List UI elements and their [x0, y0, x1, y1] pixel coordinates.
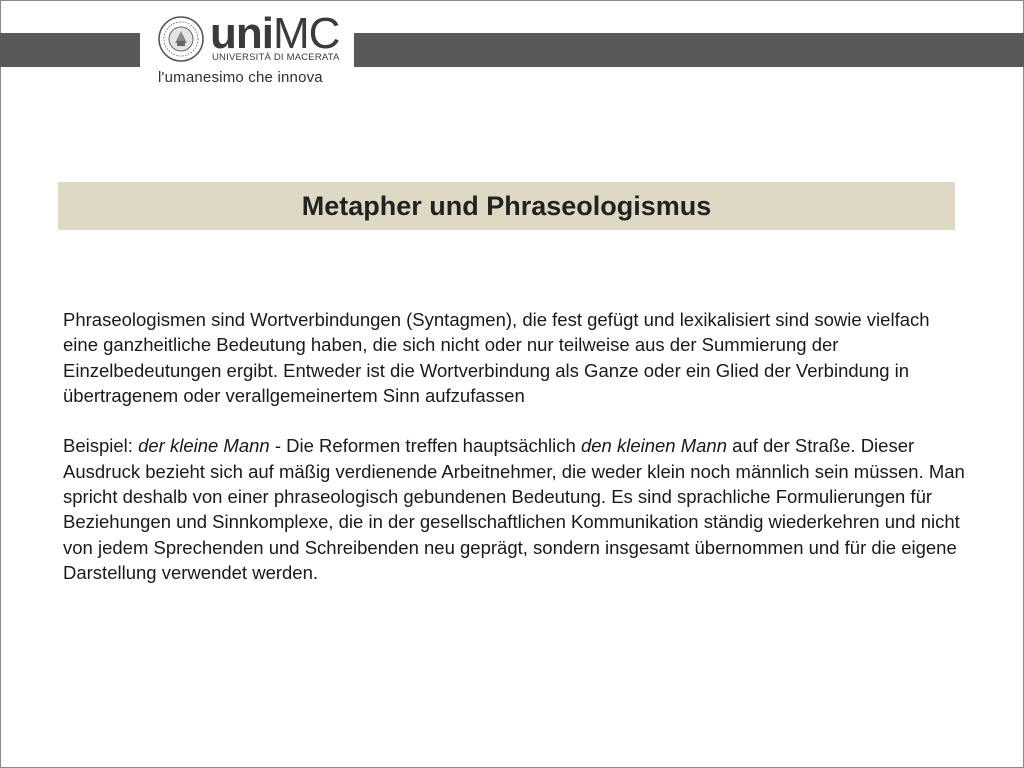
- example-label: Beispiel:: [63, 435, 139, 457]
- slide-body: [63, 307, 968, 585]
- example-paragraph: [63, 433, 968, 585]
- logo-tagline: l'umanesimo che innova: [158, 69, 323, 86]
- example-sentence-start: - Die Reformen treffen hauptsächlich: [269, 435, 581, 457]
- definition-paragraph: Phraseologismen sind Wortverbindungen (Syntagmen), die fest gefügt und lexikalisiert sind sowie vielfach eine ganzheitliche Bedeutung haben, die sich nicht oder nur teilweise aus der Summierung der Einzelbedeutungen ergibt. Entweder ist die Wortverbindung als Ganze oder ein Glied der Verbindung in übertragenem oder verallgemeinertem Sinn aufzufassen: [63, 309, 930, 406]
- header-bar-left: [0, 33, 140, 67]
- example-term-in-sentence: den kleinen Mann: [580, 435, 728, 457]
- university-logo: [150, 9, 350, 90]
- title-band: [58, 182, 955, 230]
- logo-wordmark-light: MC: [272, 9, 340, 58]
- university-seal-icon: [158, 16, 204, 62]
- slide-title: Metapher und Phraseologismus: [301, 190, 712, 221]
- example-term: der kleine Mann: [138, 435, 270, 457]
- example-sentence-rest: auf der Straße. Dieser Ausdruck bezieht sich auf mäßig verdienende Arbeitnehmer, die weder klein noch männlich sein müssen. Man spricht deshalb von einer phraseologisch gebundenen Bedeutung. Es sind sprachliche Formulierungen für Beziehungen und Sinnkomplexe, die in der gesellschaftlichen Kommunikation ständig wiederkehren und nicht von jedem Sprechenden und Schreibenden neu geprägt, sondern insgesamt übernommen und für die eigene Darstellung verwendet werden.: [63, 435, 965, 583]
- logo-wordmark-bold: uni: [210, 9, 273, 58]
- logo-subtitle: UNIVERSITÀ DI MACERATA: [212, 52, 340, 63]
- header-bar-right: [354, 33, 1024, 67]
